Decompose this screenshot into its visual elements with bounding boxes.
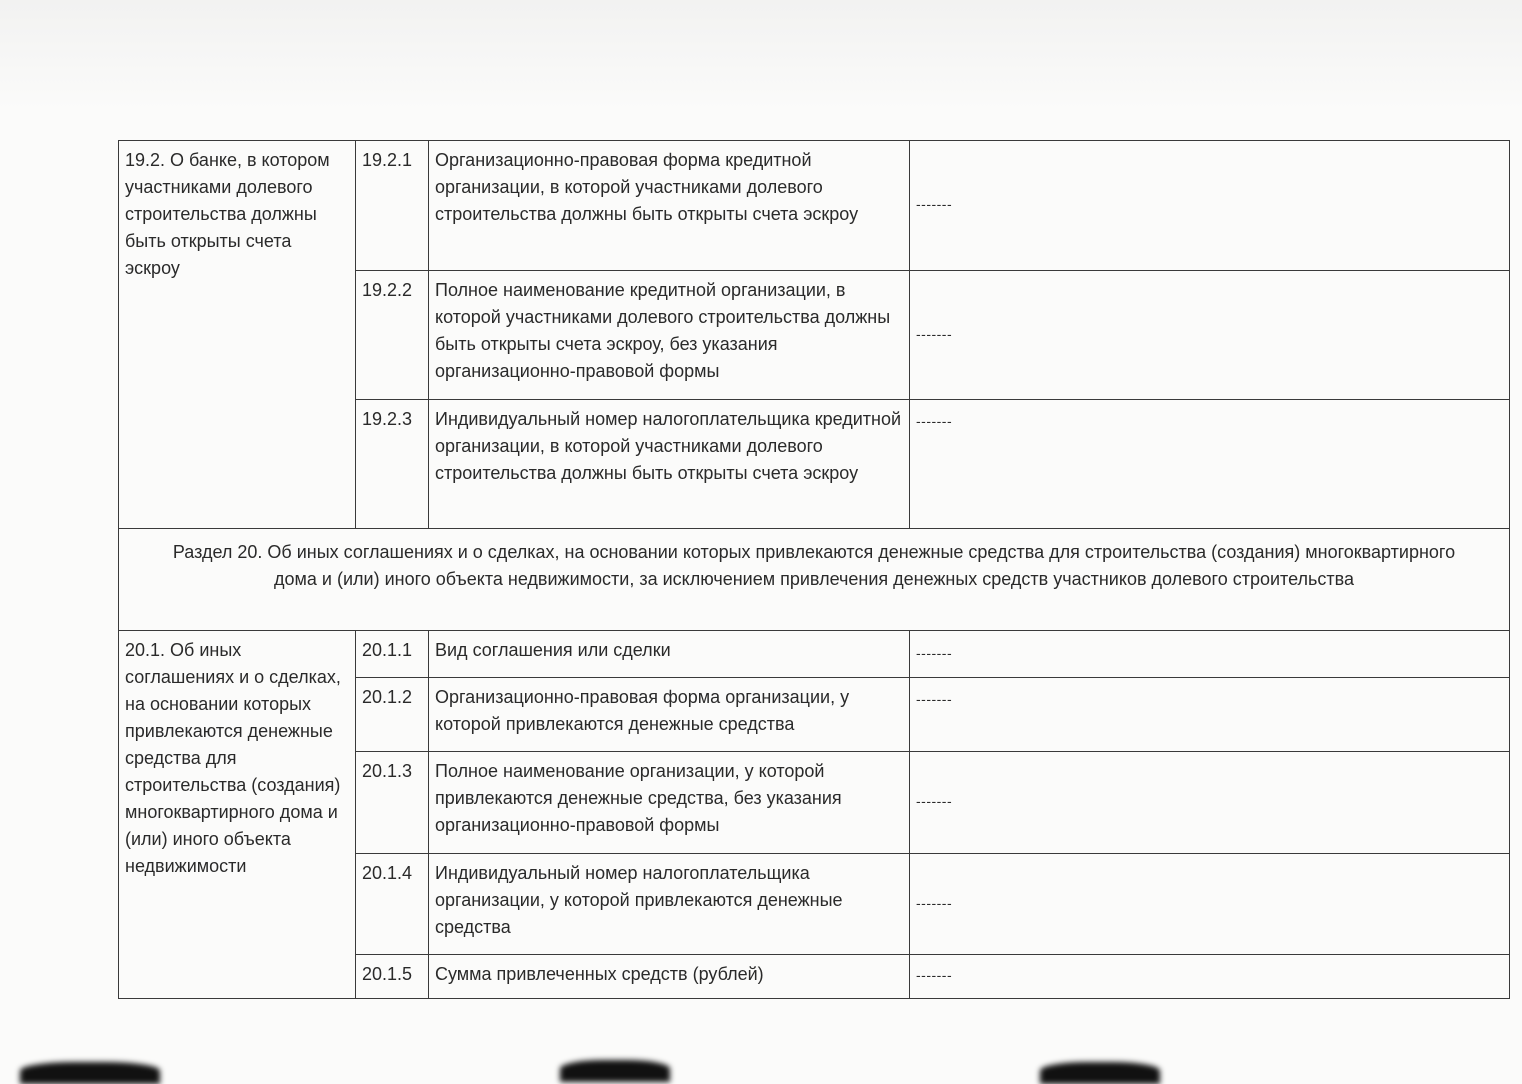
row-description: Индивидуальный номер налогоплательщика организации, у которой привлекаются денежные средства bbox=[429, 854, 910, 955]
table-row-20-1-1 bbox=[119, 631, 1510, 678]
row-description: Организационно-правовая форма кредитной организации, в которой участниками долевого строительства должны быть открыты счета эскроу bbox=[429, 141, 910, 271]
row-number: 20.1.3 bbox=[356, 752, 429, 854]
section-20-title: Раздел 20. Об иных соглашениях и о сделках, на основании которых привлекаются денежные средства для строительства (создания) многоквартирного дома и (или) иного объекта недвижимости, за исключением привлечения денежных средств участников долевого строительства bbox=[119, 529, 1510, 631]
row-description: Индивидуальный номер налогоплательщика кредитной организации, в которой участниками долевого строительства должны быть открыты счета эскроу bbox=[429, 400, 910, 529]
row-value: ------- bbox=[910, 631, 1510, 678]
row-number: 20.1.4 bbox=[356, 854, 429, 955]
scan-artifact bbox=[560, 1060, 670, 1082]
section-header-row bbox=[119, 529, 1510, 631]
group-label-20-1: 20.1. Об иных соглашениях и о сделках, на основании которых привлекаются денежные средства для строительства (создания) многоквартирного дома и (или) иного объекта недвижимости bbox=[119, 631, 356, 999]
scan-artifact bbox=[20, 1062, 160, 1084]
row-value: ------- bbox=[910, 955, 1510, 999]
row-description: Вид соглашения или сделки bbox=[429, 631, 910, 678]
row-description: Полное наименование кредитной организации, в которой участниками долевого строительства должны быть открыты счета эскроу, без указания организационно-правовой формы bbox=[429, 271, 910, 400]
row-value: ------- bbox=[910, 678, 1510, 752]
group-label-19-2: 19.2. О банке, в котором участниками долевого строительства должны быть открыты счета эскроу bbox=[119, 141, 356, 529]
scan-artifact bbox=[1040, 1062, 1160, 1084]
disclosure-table bbox=[118, 140, 1510, 999]
scan-shadow-top bbox=[0, 0, 1522, 110]
table-row-19-2-1 bbox=[119, 141, 1510, 271]
row-number: 19.2.1 bbox=[356, 141, 429, 271]
row-value: ------- bbox=[910, 854, 1510, 955]
row-number: 19.2.2 bbox=[356, 271, 429, 400]
row-description: Сумма привлеченных средств (рублей) bbox=[429, 955, 910, 999]
row-value: ------- bbox=[910, 141, 1510, 271]
row-value: ------- bbox=[910, 271, 1510, 400]
row-value: ------- bbox=[910, 400, 1510, 529]
row-value: ------- bbox=[910, 752, 1510, 854]
row-number: 20.1.1 bbox=[356, 631, 429, 678]
row-number: 20.1.2 bbox=[356, 678, 429, 752]
row-number: 20.1.5 bbox=[356, 955, 429, 999]
row-description: Полное наименование организации, у которой привлекаются денежные средства, без указания организационно-правовой формы bbox=[429, 752, 910, 854]
row-description: Организационно-правовая форма организации, у которой привлекаются денежные средства bbox=[429, 678, 910, 752]
row-number: 19.2.3 bbox=[356, 400, 429, 529]
